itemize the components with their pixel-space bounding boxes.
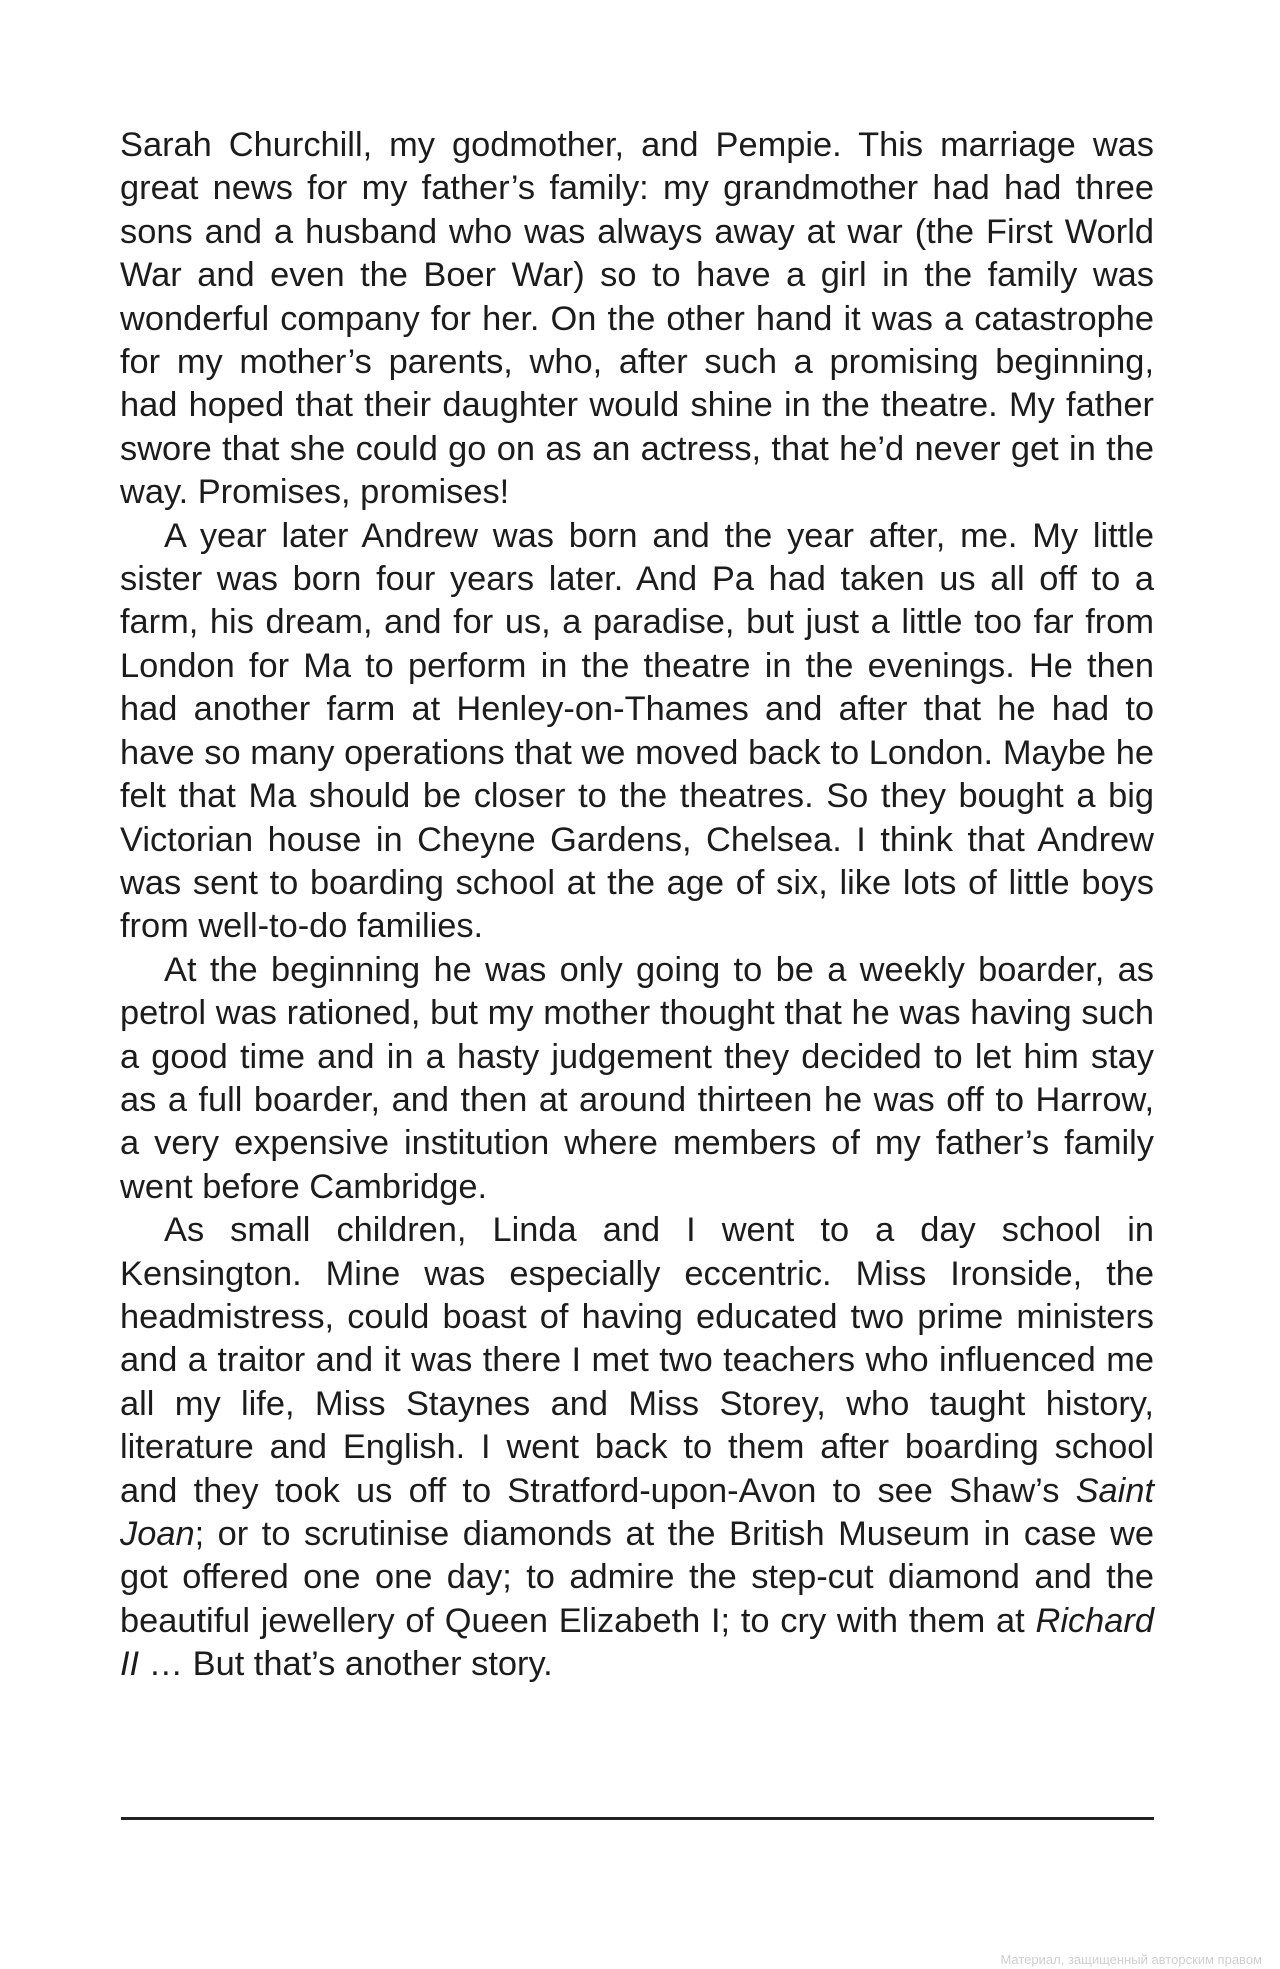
section-rule (121, 1817, 1154, 1820)
text-run: At the beginning he was only going to be a weekly boarder, as petrol was rationed, but my mother thought that he was having such a good time and in a hasty judgement they decided to let him stay as a full boarder, and then at around thirteen he was off to Harrow, a very expensive institution where members of my father’s family went before Cambridge. (120, 950, 1154, 1206)
paragraph (120, 515, 1154, 949)
play-title: Richard II (120, 1601, 1154, 1684)
body-text (120, 124, 1154, 1687)
play-title: Saint Joan (120, 1471, 1154, 1553)
copyright-watermark: Материал, защищенный авторским правом (1000, 1952, 1262, 1967)
text-run: As small children, Linda and I went to a day school in Kensington. Mine was especially eccentric. Miss Ironside, the headmistress, could boast of having educated two prime ministers and a traitor and it was there I met two teachers who influenced me all my life, Miss Staynes and Miss Storey, who taught history, literature and English. I went back to them after boarding school and they took us off to Stratford-upon-Avon to see Shaw’s (120, 1211, 1154, 1510)
text-run: … But that’s another story. (139, 1645, 553, 1684)
text-run: Sarah Churchill, my godmother, and Pempie. This marriage was great news for my father’s family: my grandmother had had three sons and a husband who was always away at war (the First World War and even the Boer War) so to have a girl in the family was wonderful company for her. On the other hand it was a catastrophe for my mother’s parents, who, after such a promising beginning, had hoped that their daughter would shine in the theatre. My father swore that she could go on as an actress, that he’d never get in the way. Promises, promises! (120, 126, 1154, 512)
paragraph (120, 1209, 1154, 1686)
paragraph (120, 124, 1154, 515)
paragraph (120, 949, 1154, 1209)
text-run: A year later Andrew was born and the year after, me. My little sister was born four years later. And Pa had taken us all off to a farm, his dream, and for us, a paradise, but just a little too far from London for Ma to perform in the theatre in the evenings. He then had another farm at Henley-on-Thames and after that he had to have so many operations that we moved back to London. Maybe he felt that Ma should be closer to the theatres. So they bought a big Victorian house in Cheyne Gardens, Chelsea. I think that Andrew was sent to boarding school at the age of six, like lots of little boys from well-to-do families. (120, 516, 1154, 946)
text-run: ; or to scrutinise diamonds at the British Museum in case we got offered one one day; to admire the step-cut diamond and the beautiful jewellery of Queen Elizabeth I; to cry with them at (120, 1515, 1154, 1640)
